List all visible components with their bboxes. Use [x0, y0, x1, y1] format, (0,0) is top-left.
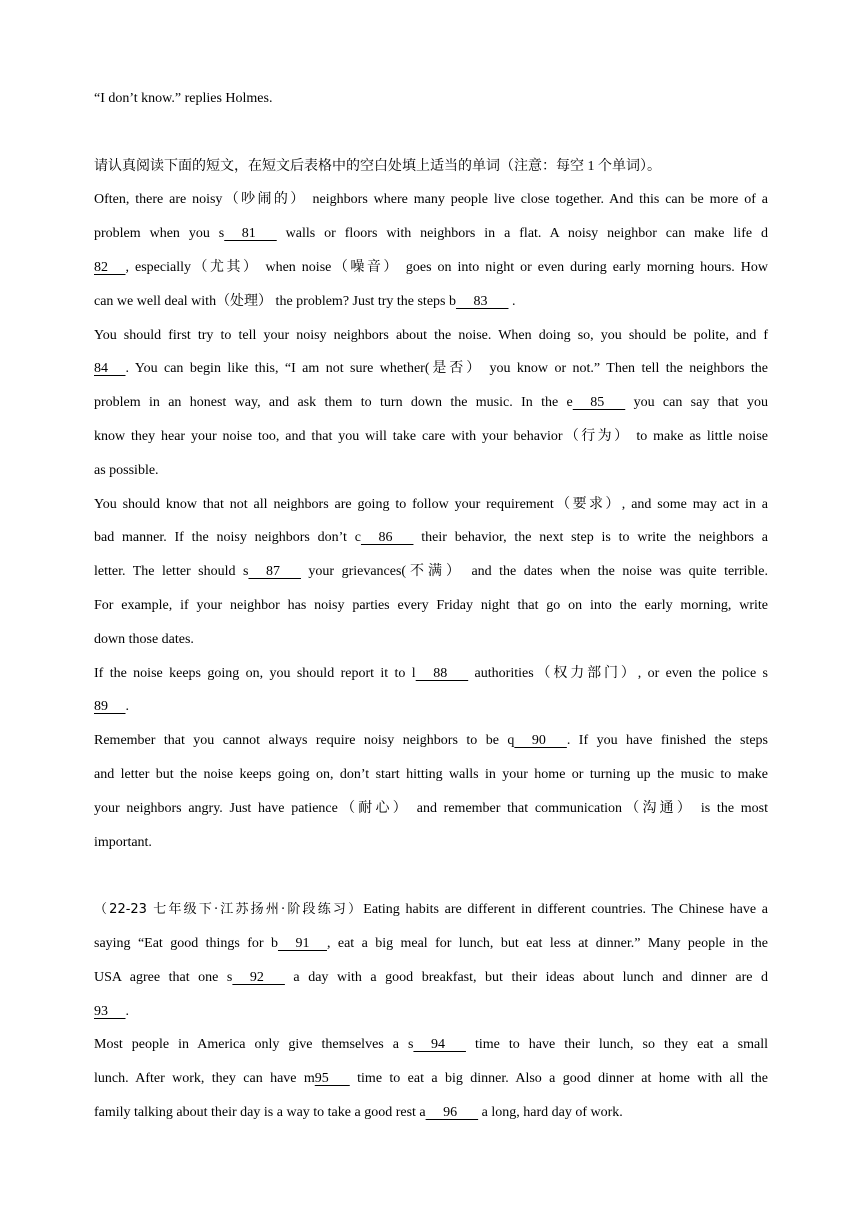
passage-line: know they hear your noise too, and that you will take care with your behavior（行为） to make as little noise: [94, 428, 768, 444]
passage-line: down those dates.: [94, 631, 194, 647]
passage-line: For example, if your neighbor has noisy parties every Friday night that go on into the early morning, write: [94, 597, 768, 613]
passage-line: and letter but the noise keeps going on, don’t start hitting walls in your home or turning up the music to make: [94, 766, 768, 782]
text-run: time to eat a big dinner. Also a good dinner at home with all the: [349, 1071, 768, 1087]
blank-88[interactable]: 88: [415, 665, 469, 681]
passage-line: [94, 690, 768, 724]
passage-line: Often, there are noisy（吵闹的） neighbors where many people live close together. And this can be more of a: [94, 192, 768, 208]
document-page: [94, 82, 768, 1130]
blank-87[interactable]: 87: [248, 564, 301, 580]
text-run: time to have their lunch, so they eat a small: [465, 1037, 769, 1053]
source-tag: （22-23 七年级下·江苏扬州·阶段练习）: [94, 902, 364, 918]
text-run: problem in an honest way, and ask them to turn down the music. In the e: [94, 395, 573, 411]
text-run: letter. The letter should s: [94, 564, 249, 580]
intro-line: “I don’t know.” replies Holmes.: [94, 91, 273, 106]
blank-96[interactable]: 96: [425, 1104, 479, 1120]
passage-line: important.: [94, 834, 152, 850]
blank-91[interactable]: 91: [277, 935, 327, 951]
text-run: , eat a big meal for lunch, but eat less at dinner.” Many people in the: [326, 935, 768, 951]
text-run: Eating habits are different in different countries. The Chinese have a: [363, 902, 768, 918]
text-run: saying “Eat good things for b: [94, 935, 278, 951]
text-run: problem when you s: [94, 226, 225, 242]
text-run: a day with a good breakfast, but their ideas about lunch and dinner are d: [284, 969, 769, 985]
passage-line: [94, 927, 768, 961]
text-run: .: [125, 699, 129, 715]
text-run: a long, hard day of work.: [478, 1104, 623, 1120]
text-run: USA agree that one s: [94, 969, 233, 985]
instruction-line: 请认真阅读下面的短文，在短文后表格中的空白处填上适当的单词（注意：每空 1 个单词）。: [94, 158, 661, 174]
text-run: .: [508, 293, 516, 309]
blank-86[interactable]: 86: [360, 530, 414, 546]
passage-line: [94, 724, 768, 758]
blank-84[interactable]: 84: [94, 361, 126, 377]
blank-90[interactable]: 90: [514, 733, 567, 749]
blank-89[interactable]: 89: [94, 699, 126, 715]
text-run: Most people in America only give themselves a s: [94, 1037, 414, 1053]
text-run: . If you have finished the steps: [566, 733, 768, 749]
blank-81[interactable]: 81: [224, 226, 277, 242]
passage-line: You should know that not all neighbors are going to follow your requirement（要求）, and some may act in a: [94, 496, 768, 512]
text-run: . You can begin like this, “I am not sure whether(是否） you know or not.” Then tell the neighbors the: [125, 361, 768, 377]
passage-line: [94, 285, 768, 319]
passage-line: [94, 521, 768, 555]
passage-line: [94, 657, 768, 691]
passage-line: [94, 251, 768, 285]
passage-line: [94, 1028, 768, 1062]
passage-line: as possible.: [94, 462, 159, 478]
blank-94[interactable]: 94: [413, 1037, 466, 1053]
text-run: lunch. After work, they can have m: [94, 1071, 315, 1087]
text-run: walls or floors with neighbors in a flat. A noisy neighbor can make life d: [276, 226, 769, 242]
passage-line: [94, 1096, 768, 1130]
blank-85[interactable]: 85: [572, 395, 626, 411]
passage-line: [94, 217, 768, 251]
passage-line: [94, 961, 768, 995]
text-run: can we well deal with（处理） the problem? Just try the steps b: [94, 293, 456, 309]
spacer: [94, 859, 768, 893]
passage-line: [94, 1062, 768, 1096]
blank-82[interactable]: 82: [94, 259, 126, 275]
text-run: family talking about their day is a way to take a good rest a: [94, 1104, 426, 1120]
passage-line: [94, 995, 768, 1029]
passage-line: You should first try to tell your noisy neighbors about the noise. When doing so, you should be polite, and f: [94, 327, 768, 343]
text-run: Remember that you cannot always require noisy neighbors to be q: [94, 733, 515, 749]
blank-93[interactable]: 93: [94, 1003, 126, 1019]
passage-eating-habits: [94, 893, 768, 1130]
passage-line: your neighbors angry. Just have patience（耐心） and remember that communication（沟通） is the most: [94, 800, 768, 816]
blank-95[interactable]: 95: [314, 1071, 350, 1087]
text-run: bad manner. If the noisy neighbors don’t c: [94, 530, 361, 546]
spacer: [94, 116, 768, 150]
passage-neighbors: [94, 183, 768, 859]
passage-line: [94, 352, 768, 386]
blank-92[interactable]: 92: [232, 969, 285, 985]
passage-line: [94, 555, 768, 589]
passage-line: [94, 386, 768, 420]
text-run: authorities（权力部门）, or even the police s: [468, 665, 768, 681]
text-run: , especially（尤其） when noise（噪音） goes on into night or even during early morning hours. How: [125, 259, 768, 275]
text-run: .: [125, 1003, 129, 1019]
text-run: you can say that you: [625, 395, 769, 411]
passage-line: [94, 893, 768, 927]
text-run: your grievances(不满） and the dates when the noise was quite terrible.: [300, 564, 768, 580]
text-run: their behavior, the next step is to write the neighbors a: [413, 530, 768, 546]
blank-83[interactable]: 83: [455, 293, 509, 309]
text-run: If the noise keeps going on, you should report it to l: [94, 665, 416, 681]
